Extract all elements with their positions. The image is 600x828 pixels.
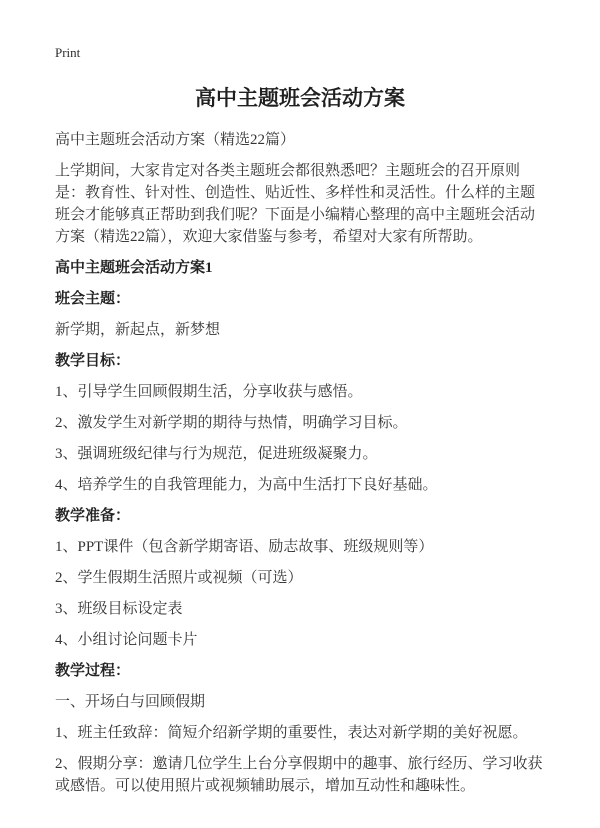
- goal-item-3: 3、强调班级纪律与行为规范，促进班级凝聚力。: [55, 446, 378, 462]
- preparation-item-3: 3、班级目标设定表: [55, 601, 183, 617]
- process-item-1: 1、班主任致辞：简短介绍新学期的重要性，表达对新学期的美好祝愿。: [55, 725, 528, 741]
- goal-item-1: 1、引导学生回顾假期生活，分享收获与感悟。: [55, 384, 363, 400]
- process-step-heading: 一、开场白与回顾假期: [55, 694, 206, 710]
- preparation-item-2: 2、学生假期生活照片或视频（可选）: [55, 570, 303, 586]
- theme-text: 新学期，新起点，新梦想: [55, 322, 221, 338]
- goal-item-2: 2、激发学生对新学期的期待与热情，明确学习目标。: [55, 415, 408, 431]
- section-heading-process: 教学过程：: [55, 663, 131, 679]
- preparation-item-4: 4、小组讨论问题卡片: [55, 632, 198, 648]
- intro-paragraph: 上学期间，大家肯定对各类主题班会都很熟悉吧？主题班会的召开原则是：教育性、针对性、创造性、贴近性、多样性和灵活性。什么样的主题班会才能够真正帮助到我们呢？下面是小编精心整理的高中主题班会活动方案（精选22篇），欢迎大家借鉴与参考，希望对大家有所帮助。: [55, 163, 536, 245]
- print-button[interactable]: Print: [55, 45, 81, 60]
- preparation-item-1: 1、PPT课件（包含新学期寄语、励志故事、班级规则等）: [55, 539, 434, 555]
- section-heading-goals: 教学目标：: [55, 353, 131, 369]
- document-subtitle: 高中主题班会活动方案（精选22篇）: [55, 132, 296, 148]
- goal-item-4: 4、培养学生的自我管理能力，为高中生活打下良好基础。: [55, 477, 438, 493]
- section-heading-preparation: 教学准备：: [55, 508, 131, 524]
- section-heading-plan-1: 高中主题班会活动方案1: [55, 260, 213, 276]
- section-heading-theme: 班会主题：: [55, 291, 131, 307]
- process-item-2: 2、假期分享：邀请几位学生上台分享假期中的趣事、旅行经历、学习收获或感悟。可以使用照片或视频辅助展示，增加互动性和趣味性。: [55, 756, 543, 794]
- document-title: 高中主题班会活动方案: [195, 86, 405, 110]
